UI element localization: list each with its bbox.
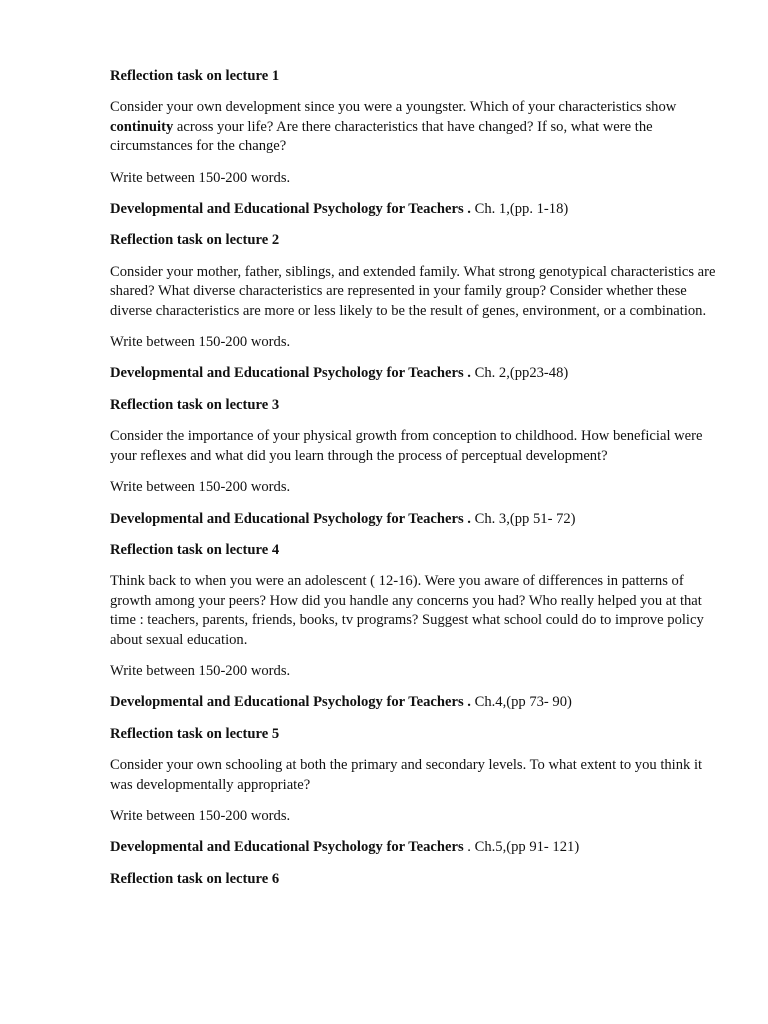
section-body-lecture-2: Consider your mother, father, siblings, and extended family. What strong genotypical characteristics are shared? What diverse characteristics are represented in your family group? Consider whether these diverse characteristics are more or less likely to be the result of genes, environment, or a combination.	[110, 263, 716, 319]
section-heading-lecture-3: Reflection task on lecture 3	[110, 396, 280, 413]
section-heading-lecture-2: Reflection task on lecture 2	[110, 232, 280, 249]
reading-reference-lecture-3	[110, 510, 720, 529]
reading-reference-lecture-5	[110, 838, 720, 857]
reading-reference-lecture-1	[110, 200, 720, 219]
book-title: Developmental and Educational Psychology for Teachers	[110, 839, 464, 856]
section-body-lecture-3: Consider the importance of your physical growth from conception to childhood. How beneficial were your reflexes and what did you learn through the process of perceptual development?	[110, 428, 703, 464]
book-title: Developmental and Educational Psychology for Teachers .	[110, 201, 471, 218]
book-title: Developmental and Educational Psychology for Teachers .	[110, 510, 471, 527]
chapter-pages: Ch. 3,(pp 51- 72)	[470, 510, 576, 527]
section-body-lecture-1	[110, 98, 720, 156]
word-count-lecture-2: Write between 150-200 words.	[110, 334, 291, 351]
reading-reference-lecture-4	[110, 693, 720, 712]
chapter-pages: Ch. 1,(pp. 1-18)	[470, 201, 569, 218]
document-page	[110, 67, 720, 901]
section-heading-lecture-4: Reflection task on lecture 4	[110, 541, 280, 558]
reading-reference-lecture-2	[110, 364, 720, 383]
word-count-lecture-3: Write between 150-200 words.	[110, 479, 291, 496]
book-title: Developmental and Educational Psychology for Teachers .	[110, 694, 471, 711]
body-emphasis: continuity	[110, 118, 174, 135]
word-count-lecture-5: Write between 150-200 words.	[110, 807, 291, 824]
section-body-lecture-4: Think back to when you were an adolescent ( 12-16). Were you aware of differences in patterns of growth among your peers? How did you handle any concerns you had? Who really helped you at that time : teachers, parents, friends, books, tv programs? Suggest what school could do to improve policy about sexual education.	[110, 573, 704, 648]
word-count-lecture-1: Write between 150-200 words.	[110, 169, 291, 186]
chapter-pages: Ch. 2,(pp23-48)	[470, 365, 569, 382]
book-title: Developmental and Educational Psychology for Teachers .	[110, 365, 471, 382]
body-text: across your life? Are there characteristics that have changed? If so, what were the circumstances for the change?	[110, 118, 653, 155]
section-body-lecture-5: Consider your own schooling at both the primary and secondary levels. To what extent to you think it was developmentally appropriate?	[110, 757, 703, 793]
body-text: Consider your own development since you were a youngster. Which of your characteristics show	[110, 99, 677, 116]
chapter-pages: . Ch.5,(pp 91- 121)	[463, 839, 580, 856]
section-heading-lecture-6: Reflection task on lecture 6	[110, 870, 280, 887]
chapter-pages: Ch.4,(pp 73- 90)	[470, 694, 572, 711]
word-count-lecture-4: Write between 150-200 words.	[110, 662, 291, 679]
section-heading-lecture-1: Reflection task on lecture 1	[110, 68, 280, 84]
section-heading-lecture-5: Reflection task on lecture 5	[110, 725, 280, 742]
